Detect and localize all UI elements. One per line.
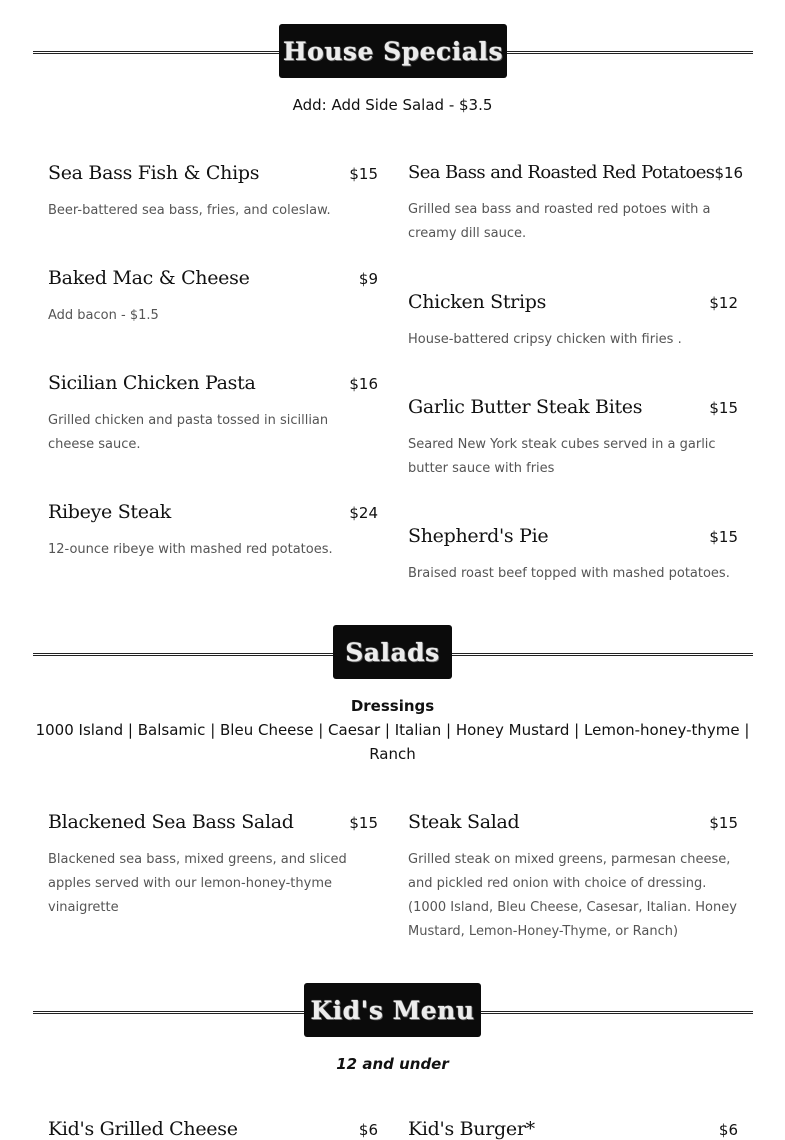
menu-item: [48, 811, 378, 920]
item-price: $15: [349, 165, 378, 183]
dressings-list: 1000 Island | Balsamic | Bleu Cheese | Caesar | Italian | Honey Mustard | Lemon-honey-thyme | Ranch: [35, 721, 750, 763]
item-name: Shepherd's Pie: [408, 525, 549, 547]
menu-item: [48, 162, 378, 223]
item-description: Grilled sea bass and roasted red potoes with a creamy dill sauce.: [408, 202, 711, 241]
item-name: Baked Mac & Cheese: [48, 267, 250, 289]
item-description: Beer-battered sea bass, fries, and coleslaw.: [48, 203, 331, 218]
menu-item: [48, 501, 378, 562]
dressings-title: Dressings: [350, 697, 435, 715]
item-name: Sea Bass Fish & Chips: [48, 162, 260, 184]
item-price: $6: [718, 1121, 738, 1139]
salads-title: Salads: [333, 625, 452, 679]
menu-item: [408, 525, 738, 586]
item-price: $15: [349, 814, 378, 832]
menu-item: [48, 267, 378, 328]
item-price: $24: [349, 504, 378, 522]
item-price: $15: [709, 528, 738, 546]
item-price: $16: [714, 164, 744, 182]
item-name: Kid's Burger*: [408, 1118, 535, 1140]
item-name: Kid's Grilled Cheese: [48, 1118, 238, 1140]
item-price: $15: [709, 814, 738, 832]
item-price: $9: [358, 270, 378, 288]
item-name: Chicken Strips: [408, 291, 547, 313]
item-description: Seared New York steak cubes served in a garlic butter sauce with fries: [408, 437, 716, 476]
menu-item: [408, 291, 738, 352]
house-specials-header: [33, 24, 753, 80]
item-name: Steak Salad: [408, 811, 520, 833]
kids-menu-note: 12 and under: [336, 1055, 449, 1073]
menu-item: [408, 1118, 738, 1140]
item-description: Blackened sea bass, mixed greens, and sliced apples served with our lemon-honey-thyme vinaigrette: [48, 852, 347, 915]
salads-header: [33, 625, 753, 681]
item-description: Grilled chicken and pasta tossed in sicillian cheese sauce.: [48, 413, 329, 452]
menu-item: [48, 372, 378, 457]
menu-item: [408, 396, 738, 481]
house-specials-subtitle: Add: Add Side Salad - $3.5: [292, 96, 493, 114]
menu-item: [48, 1118, 378, 1140]
menu-item: [408, 811, 738, 944]
kids-menu-title: Kid's Menu: [304, 983, 481, 1037]
item-price: $15: [709, 399, 738, 417]
item-name: Blackened Sea Bass Salad: [48, 811, 294, 833]
item-name: Garlic Butter Steak Bites: [408, 396, 643, 418]
kids-menu-header: [33, 983, 753, 1039]
item-description: Braised roast beef topped with mashed potatoes.: [408, 566, 730, 581]
item-name: Sea Bass and Roasted Red Potatoes: [408, 162, 715, 183]
item-name: Sicilian Chicken Pasta: [48, 372, 256, 394]
item-name: Ribeye Steak: [48, 501, 171, 523]
item-description: 12-ounce ribeye with mashed red potatoes.: [48, 542, 333, 557]
item-description: Grilled steak on mixed greens, parmesan cheese, and pickled red onion with choice of dressing. (1000 Island, Bleu Cheese, Casesar, Italian. Honey Mustard, Lemon-Honey-Thyme, or Ranch): [408, 852, 737, 939]
menu-item: [408, 162, 744, 246]
item-description: Add bacon - $1.5: [48, 308, 159, 323]
house-specials-title: House Specials: [279, 24, 507, 78]
item-price: $12: [709, 294, 738, 312]
item-price: $6: [358, 1121, 378, 1139]
item-price: $16: [349, 375, 378, 393]
item-description: House-battered cripsy chicken with firies .: [408, 332, 682, 347]
